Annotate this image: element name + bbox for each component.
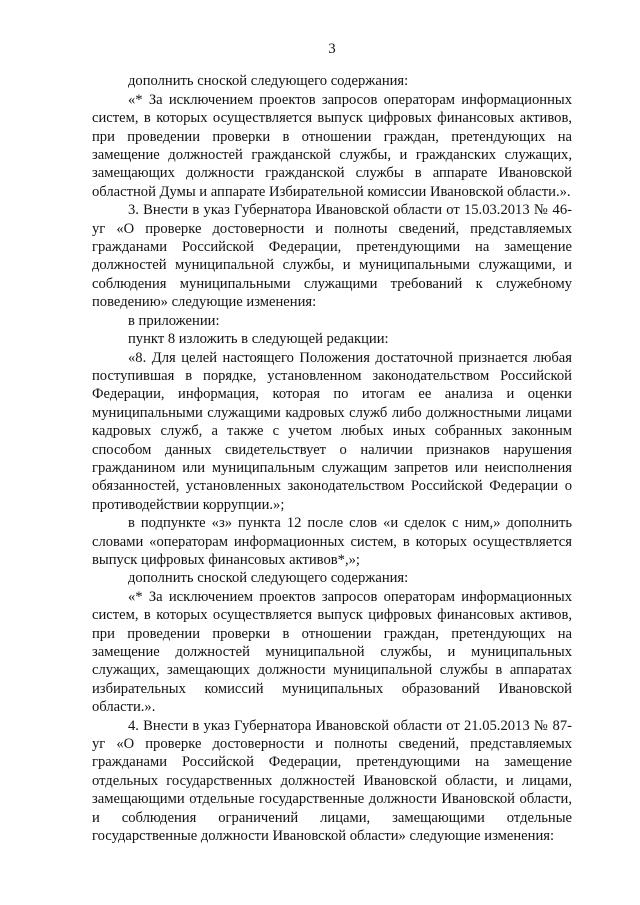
page-number: 3: [328, 41, 336, 57]
paragraph: «8. Для целей настоящего Положения достаточной признается любая поступившая в порядке, установленном законодательством Российской Федерации, информация, которая по итогам ее анализа и оценки муниципальными служащими кадровых служб либо должностными лицами кадровых служб, а также с учетом любых иных собранных законным способом данных свидетельствует о наличии признаков нарушения гражданином или муниципальным служащим запретов или неисполнения обязанностей, установленных законодательством Российской Федерации о противодействии коррупции.»;: [92, 349, 572, 513]
paragraph: 3. Внести в указ Губернатора Ивановской области от 15.03.2013 № 46-уг «О проверке достоверности и полноты сведений, представляемых гражданами Российской Федерации, претендующими на замещение должностей муниципальной службы, и муниципальными служащими, и соблюдения муниципальными служащими требований к служебному поведению» следующие изменения:: [92, 202, 572, 311]
paragraph: дополнить сноской следующего содержания:: [128, 73, 409, 90]
paragraph: в подпункте «з» пункта 12 после слов «и сделок с ним,» дополнить словами «операторам информационных систем, в которых осуществляется выпуск цифровых финансовых активов*,»;: [92, 515, 572, 568]
document-body: [92, 72, 572, 845]
paragraph: пункт 8 изложить в следующей редакции:: [128, 331, 389, 348]
paragraph: 4. Внести в указ Губернатора Ивановской области от 21.05.2013 № 87-уг «О проверке достоверности и полноты сведений, представляемых гражданами Российской Федерации, претендующими на замещение отдельных государственных должностей Ивановской области, и лицами, замещающими отдельные государственные должности Ивановской области, и соблюдения ограничений лицами, замещающими отдельные государственные должности Ивановской области» следующие изменения:: [92, 717, 572, 845]
paragraph: «* За исключением проектов запросов операторам информационных систем, в которых осуществляется выпуск цифровых финансовых активов, при проведении проверки в отношении граждан, претендующих на замещение должностей гражданской службы, и гражданских служащих, замещающих должности гражданской службы в аппарате Ивановской областной Думы и аппарате Избирательной комиссии Ивановской области.».: [92, 91, 572, 200]
paragraph: «* За исключением проектов запросов операторам информационных систем, в которых осуществляется выпуск цифровых финансовых активов, при проведении проверки в отношении граждан, претендующих на замещение должностей муниципальной службы, и муниципальных служащих, замещающих должности муниципальной службы в аппаратах избирательных комиссий муниципальных образований Ивановской области.».: [92, 588, 572, 716]
paragraph: дополнить сноской следующего содержания:: [128, 570, 409, 587]
paragraph: в приложении:: [128, 312, 220, 329]
